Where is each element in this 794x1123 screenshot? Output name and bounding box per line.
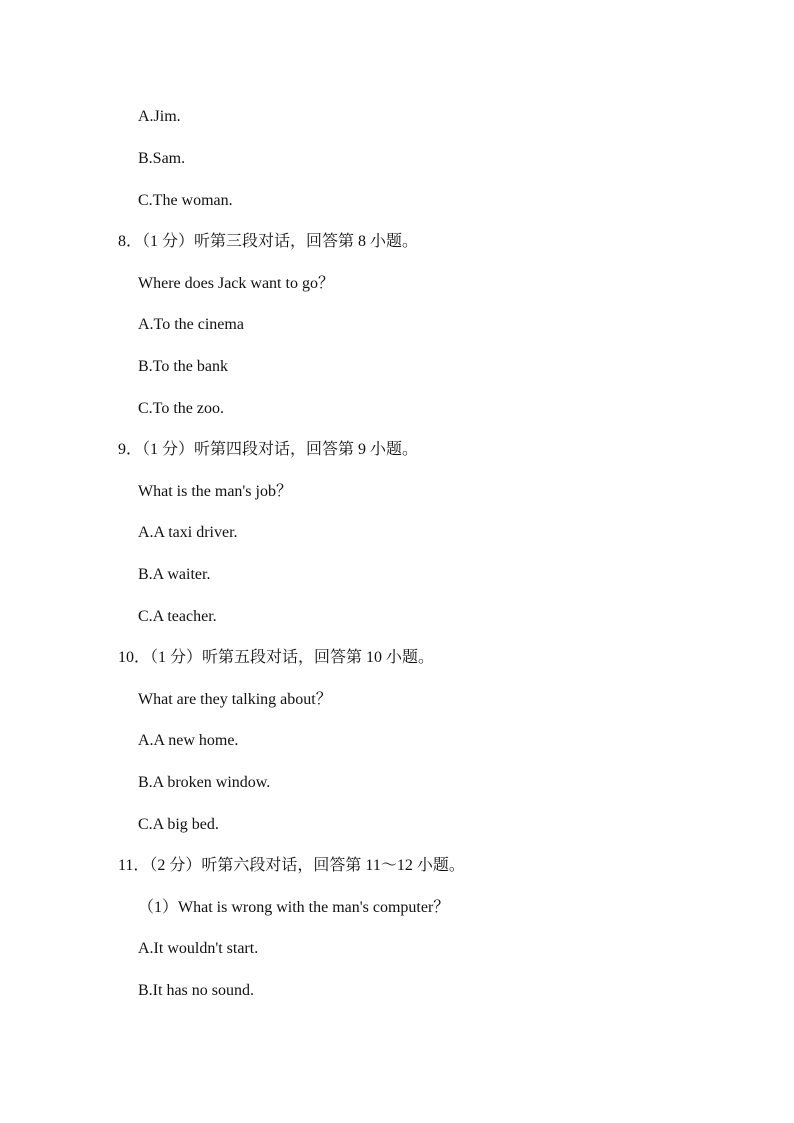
question-10-prompt: What are they talking about？ xyxy=(138,691,332,708)
question-11-option-a: A.It wouldn't start. xyxy=(138,940,259,957)
option-b-sam: B.Sam. xyxy=(138,150,186,167)
question-9-heading: 9．（1 分）听第四段对话，回答第 9 小题。 xyxy=(118,441,419,458)
question-11-option-b: B.It has no sound. xyxy=(138,982,254,999)
question-8-option-a: A.To the cinema xyxy=(138,316,244,333)
question-11-subprompt-1: （1）What is wrong with the man's computer？ xyxy=(138,899,450,916)
question-8-option-c: C.To the zoo. xyxy=(138,400,224,417)
question-8-prompt: Where does Jack want to go？ xyxy=(138,275,334,292)
option-a-jim: A.Jim. xyxy=(138,108,181,125)
option-c-the-woman: C.The woman. xyxy=(138,192,233,209)
question-10-option-c: C.A big bed. xyxy=(138,816,219,833)
question-10-option-b: B.A broken window. xyxy=(138,774,271,791)
question-9-prompt: What is the man's job？ xyxy=(138,483,292,500)
question-10-heading: 10．（1 分）听第五段对话，回答第 10 小题。 xyxy=(118,649,435,666)
question-10-option-a: A.A new home. xyxy=(138,732,239,749)
question-9-option-a: A.A taxi driver. xyxy=(138,524,238,541)
question-8-option-b: B.To the bank xyxy=(138,358,228,375)
question-8-heading: 8．（1 分）听第三段对话，回答第 8 小题。 xyxy=(118,233,419,250)
question-9-option-b: B.A waiter. xyxy=(138,566,211,583)
question-11-heading: 11．（2 分）听第六段对话，回答第 11～12 小题。 xyxy=(118,857,465,874)
question-9-option-c: C.A teacher. xyxy=(138,608,217,625)
